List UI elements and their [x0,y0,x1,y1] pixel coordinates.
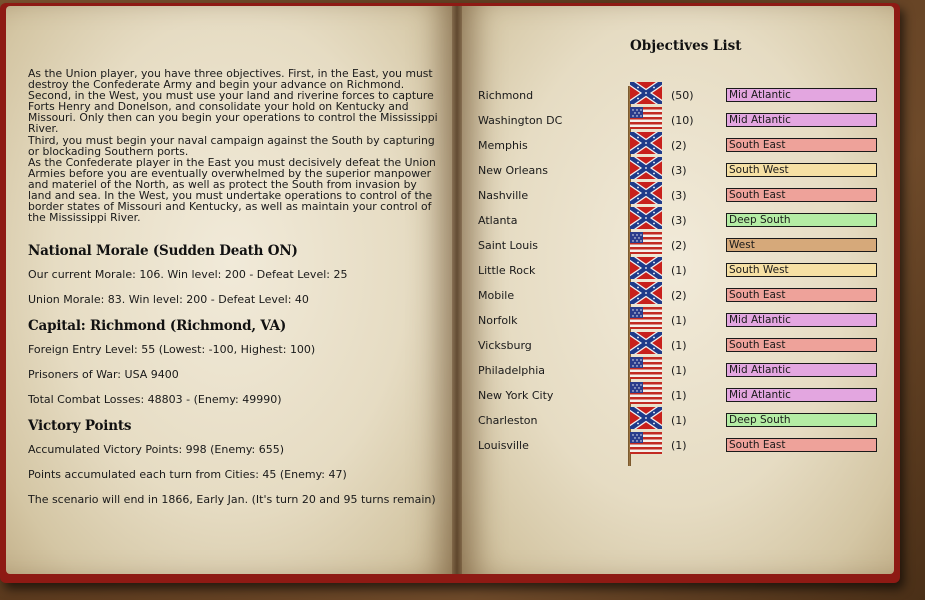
objective-region-badge: South West [726,263,877,277]
objective-points: (1) [671,439,687,452]
capital-heading: Capital: Richmond (Richmond, VA) [28,318,287,334]
scenario-end-text: The scenario will end in 1866, Early Jan. (It's turn 20 and 95 turns remain) [28,493,436,506]
confederate-flag-icon [630,182,662,204]
objective-points: (1) [671,414,687,427]
objective-city-name: Richmond [478,89,534,102]
national-morale-heading: National Morale (Sudden Death ON) [28,243,298,259]
objective-city-name: Washington DC [478,114,563,127]
objective-row[interactable] [478,238,878,260]
objective-region-badge: South East [726,438,877,452]
book-spine [452,6,462,574]
objective-points: (50) [671,89,694,102]
objective-region-badge: Mid Atlantic [726,313,877,327]
objective-region-badge: South East [726,138,877,152]
objective-row[interactable] [478,288,878,310]
objective-row[interactable] [478,188,878,210]
confederate-flag-icon [630,407,662,429]
objective-points: (1) [671,314,687,327]
confederate-flag-icon [630,157,662,179]
objective-row[interactable] [478,88,878,110]
objective-row[interactable] [478,213,878,235]
objective-row[interactable] [478,263,878,285]
union-flag-icon [630,357,662,379]
confederate-flag-icon [630,207,662,229]
objective-row[interactable] [478,438,878,460]
objective-points: (3) [671,214,687,227]
objective-row[interactable] [478,113,878,135]
objective-city-name: Philadelphia [478,364,546,377]
objective-city-name: New York City [478,389,554,402]
objective-region-badge: South East [726,338,877,352]
objective-region-badge: Deep South [726,413,877,427]
objective-points: (1) [671,389,687,402]
confederate-flag-icon [630,82,662,104]
objective-city-name: Norfolk [478,314,518,327]
objective-row[interactable] [478,138,878,160]
objective-points: (1) [671,339,687,352]
objective-points: (1) [671,364,687,377]
objective-points: (2) [671,139,687,152]
objective-city-name: Little Rock [478,264,536,277]
cities-points-text: Points accumulated each turn from Cities: 45 (Enemy: 47) [28,468,347,481]
combat-losses-text: Total Combat Losses: 48803 - (Enemy: 49990) [28,393,282,406]
union-flag-icon [630,307,662,329]
objective-points: (10) [671,114,694,127]
objective-points: (1) [671,264,687,277]
confederate-flag-icon [630,132,662,154]
union-flag-icon [630,232,662,254]
objective-city-name: Atlanta [478,214,518,227]
objective-row[interactable] [478,363,878,385]
objective-points: (3) [671,164,687,177]
objective-city-name: Memphis [478,139,528,152]
objective-region-badge: South East [726,188,877,202]
objective-points: (3) [671,189,687,202]
objective-row[interactable] [478,413,878,435]
objective-region-badge: South West [726,163,877,177]
confederate-flag-icon [630,332,662,354]
confederate-flag-icon [630,257,662,279]
objective-row[interactable] [478,388,878,410]
objective-region-badge: Mid Atlantic [726,363,877,377]
objective-region-badge: Mid Atlantic [726,113,877,127]
objective-points: (2) [671,239,687,252]
objectives-intro-text: As the Union player, you have three objectives. First, in the East, you must destroy the Confederate Army and begin your advance on Richmond. Second, in the West, you must use your land and riverine forces to capture Forts Henry and Donelson, and consolidate your hold on Kentucky and Missouri. Only then can you begin your operations to control the Mississippi River. Third, you must begin your naval campaign against the South by capturing or blockading Southern ports. As the Confederate player in the East you must decisively defeat the Union Armies before you are eventually overwhelmed by the superior manpower and materiel of the North, as well as protect the South from invasion by land and sea. In the West, you must undertake operations to control of the border states of Missouri and Kentucky, as well as maintain your control of the Mississippi River. [28,67,438,225]
objective-city-name: Louisville [478,439,529,452]
union-flag-icon [630,432,662,454]
objective-city-name: Nashville [478,189,529,202]
foreign-entry-text: Foreign Entry Level: 55 (Lowest: -100, Highest: 100) [28,343,316,356]
prisoners-text: Prisoners of War: USA 9400 [28,368,179,381]
objective-region-badge: Mid Atlantic [726,388,877,402]
victory-points-heading: Victory Points [28,418,132,434]
objective-row[interactable] [478,338,878,360]
objective-row[interactable] [478,163,878,185]
objective-region-badge: West [726,238,877,252]
objectives-list-title: Objectives List [630,38,742,54]
objective-city-name: Mobile [478,289,515,302]
objective-city-name: Vicksburg [478,339,532,352]
objective-region-badge: Deep South [726,213,877,227]
union-morale-text: Union Morale: 83. Win level: 200 - Defeat Level: 40 [28,293,309,306]
objective-city-name: New Orleans [478,164,548,177]
our-morale-text: Our current Morale: 106. Win level: 200 - Defeat Level: 25 [28,268,348,281]
objective-city-name: Charleston [478,414,538,427]
objective-row[interactable] [478,313,878,335]
confederate-flag-icon [630,282,662,304]
accumulated-vp-text: Accumulated Victory Points: 998 (Enemy: 655) [28,443,285,456]
objective-region-badge: Mid Atlantic [726,88,877,102]
objective-city-name: Saint Louis [478,239,538,252]
objective-region-badge: South East [726,288,877,302]
union-flag-icon [630,107,662,129]
union-flag-icon [630,382,662,404]
objective-points: (2) [671,289,687,302]
